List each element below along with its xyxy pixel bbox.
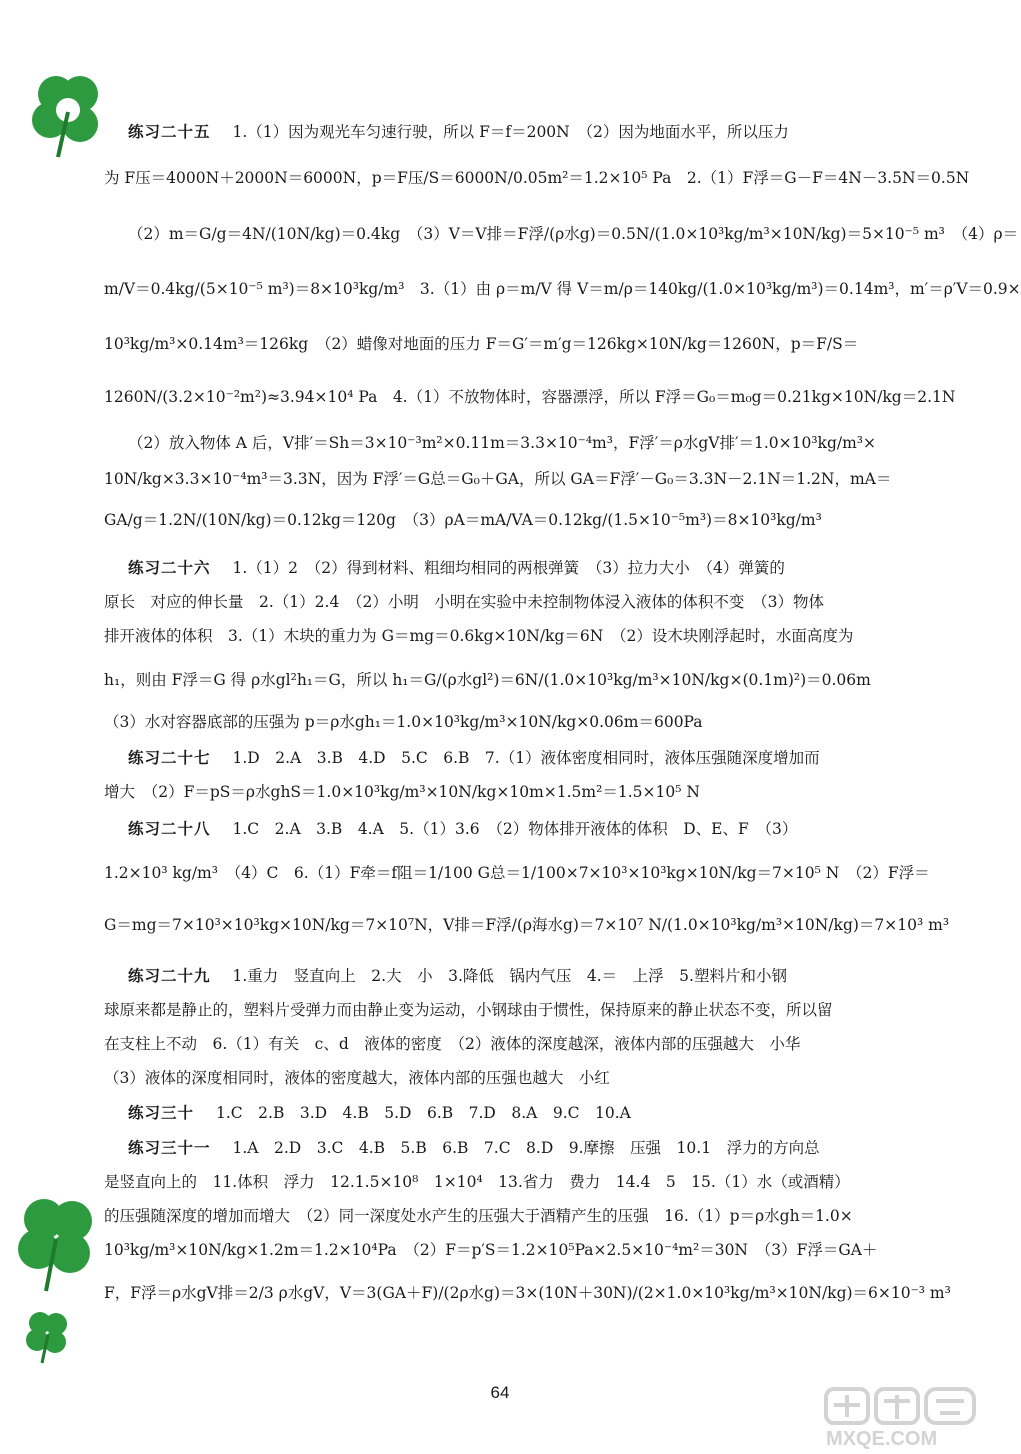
line-text: 10³kg/m³×10N/kg×1.2m＝1.2×10⁴Pa （2）F＝p′S＝1.2×10⁵Pa×2.5×10⁻⁴m²＝30N （3）F浮＝GA＋	[104, 1241, 878, 1259]
clover-top-icon	[18, 62, 118, 162]
answer-line	[104, 1067, 926, 1089]
line-text: （2）m＝G/g＝4N/(10N/kg)＝0.4kg （3）V＝V排＝F浮/(ρ水g)＝0.5N/(1.0×10³kg/m³×10N/kg)＝5×10⁻⁵ m³ （4）ρ＝	[128, 225, 1019, 243]
answer-line	[104, 781, 926, 803]
answer-line	[104, 591, 926, 613]
section-title: 练习三十一	[128, 1138, 211, 1157]
line-text: 1260N/(3.2×10⁻²m²)≈3.94×10⁴ Pa 4.（1）不放物体时，容器漂浮，所以 F浮＝G₀＝m₀g＝0.21kg×10N/kg＝2.1N	[104, 388, 956, 406]
line-text: 1.（1）因为观光车匀速行驶，所以 F＝f＝200N （2）因为地面水平，所以压力	[232, 123, 789, 141]
line-text: 1.重力 竖直向上 2.大 小 3.降低 锅内气压 4.＝ 上浮 5.塑料片和小钢	[232, 967, 787, 985]
section-title: 练习二十五	[128, 122, 211, 141]
line-text: 球原来都是静止的，塑料片受弹力而由静止变为运动，小钢球由于惯性，保持原来的静止状态不变，所以留	[104, 1001, 833, 1019]
line-text: 1.D 2.A 3.B 4.D 5.C 6.B 7.（1）液体密度相同时，液体压强随深度增加而	[232, 749, 820, 767]
section-title: 练习三十	[128, 1103, 195, 1122]
line-text: 在支柱上不动 6.（1）有关 c、d 液体的密度 （2）液体的深度越深，液体内部的压强越大 小华	[104, 1035, 801, 1053]
answer-line	[128, 818, 926, 840]
answer-line	[104, 167, 970, 189]
section-title: 练习二十七	[128, 748, 211, 767]
answer-line	[104, 1239, 926, 1261]
section-title: 练习二十八	[128, 819, 211, 838]
line-text: （2）放入物体 A 后，V排′＝Sh＝3×10⁻³m²×0.11m＝3.3×10⁻⁴m³，F浮′＝ρ水gV排′＝1.0×10³kg/m³×	[128, 434, 876, 452]
answer-line	[104, 1282, 951, 1304]
answer-line	[104, 1171, 926, 1193]
answer-line	[104, 509, 926, 531]
answer-line	[104, 278, 1021, 300]
line-text: 原长 对应的伸长量 2.（1）2.4 （2）小明 小明在实验中未控制物体浸入液体的体积不变 （3）物体	[104, 593, 825, 611]
answer-line	[128, 1137, 926, 1159]
answer-line	[128, 747, 926, 769]
answer-line	[104, 669, 926, 691]
clover-bottom-icon	[2, 1185, 112, 1295]
answer-line	[104, 625, 926, 647]
line-text: （3）水对容器底部的压强为 p＝ρ水gh₁＝1.0×10³kg/m³×10N/kg×0.06m＝600Pa	[104, 713, 703, 731]
answer-line	[128, 432, 926, 454]
answer-line	[104, 1033, 926, 1055]
answer-line	[104, 914, 950, 936]
section-title: 练习二十九	[128, 966, 211, 985]
line-text: G＝mg＝7×10³×10³kg×10N/kg＝7×10⁷N，V排＝F浮/(ρ海水g)＝7×10⁷ N/(1.0×10³kg/m³×10N/kg)＝7×10³ m³	[104, 916, 950, 934]
line-text: h₁，则由 F浮＝G 得 ρ水gl²h₁＝G，所以 h₁＝G/(ρ水gl²)＝6N/(1.0×10³kg/m³×10N/kg×(0.1m)²)＝0.06m	[104, 671, 871, 689]
line-text: 的压强随深度的增加而增大 （2）同一深度处水产生的压强大于酒精产生的压强 16.（1）p＝ρ水gh＝1.0×	[104, 1207, 853, 1225]
line-text: 增大 （2）F＝pS＝ρ水ghS＝1.0×10³kg/m³×10N/kg×10m×1.5m²＝1.5×10⁵ N	[104, 783, 700, 801]
answer-line	[128, 1102, 926, 1124]
answer-line	[104, 862, 930, 884]
line-text: 为 F压＝4000N＋2000N＝6000N，p＝F压/S＝6000N/0.05m²＝1.2×10⁵ Pa 2.（1）F浮＝G－F＝4N－3.5N＝0.5N	[104, 169, 970, 187]
answer-line	[104, 386, 956, 408]
clover-small-icon	[18, 1305, 78, 1365]
answer-line	[128, 965, 926, 987]
answer-line	[104, 333, 926, 355]
answer-line	[104, 468, 926, 490]
line-text: 1.C 2.B 3.D 4.B 5.D 6.B 7.D 8.A 9.C 10.A	[216, 1104, 631, 1122]
line-text: F，F浮＝ρ水gV排＝2/3 ρ水gV，V＝3(GA＋F)/(2ρ水g)＝3×(10N＋30N)/(2×1.0×10³kg/m³×10N/kg)＝6×10⁻³ m³	[104, 1284, 951, 1302]
answer-line	[128, 223, 1019, 245]
svg-text:MXQE.COM: MXQE.COM	[826, 1428, 938, 1450]
answer-line	[104, 1205, 926, 1227]
answer-line	[128, 557, 926, 579]
answer-line	[104, 999, 926, 1021]
answer-line	[104, 711, 926, 733]
watermark-logo-icon	[820, 1385, 995, 1450]
page-number: 64	[490, 1383, 510, 1402]
line-text: 1.2×10³ kg/m³ （4）C 6.（1）F牵＝f阻＝1/100 G总＝1/100×7×10³×10³kg×10N/kg＝7×10⁵ N （2）F浮＝	[104, 864, 930, 882]
line-text: 1.A 2.D 3.C 4.B 5.B 6.B 7.C 8.D 9.摩擦 压强 10.1 浮力的方向总	[232, 1139, 820, 1157]
line-text: 10³kg/m³×0.14m³＝126kg （2）蜡像对地面的压力 F＝G′＝m′g＝126kg×10N/kg＝1260N，p＝F/S＝	[104, 335, 859, 353]
line-text: 是竖直向上的 11.体积 浮力 12.1.5×10⁸ 1×10⁴ 13.省力 费力 14.4 5 15.（1）水（或酒精）	[104, 1173, 850, 1191]
line-text: 排开液体的体积 3.（1）木块的重力为 G＝mg＝0.6kg×10N/kg＝6N （2）设木块刚浮起时，水面高度为	[104, 627, 854, 645]
section-title: 练习二十六	[128, 558, 211, 577]
line-text: m/V＝0.4kg/(5×10⁻⁵ m³)＝8×10³kg/m³ 3.（1）由 ρ＝m/V 得 V＝m/ρ＝140kg/(1.0×10³kg/m³)＝0.14m³，m′＝ρ′V＝0.9×	[104, 280, 1021, 298]
line-text: GA/g＝1.2N/(10N/kg)＝0.12kg＝120g （3）ρA＝mA/VA＝0.12kg/(1.5×10⁻⁵m³)＝8×10³kg/m³	[104, 511, 822, 529]
line-text: 1.C 2.A 3.B 4.A 5.（1）3.6 （2）物体排开液体的体积 D、E、F （3）	[232, 820, 798, 838]
line-text: 1.（1）2 （2）得到材料、粗细均相同的两根弹簧 （3）拉力大小 （4）弹簧的	[232, 559, 785, 577]
line-text: （3）液体的深度相同时，液体的密度越大，液体内部的压强也越大 小红	[104, 1069, 610, 1087]
line-text: 10N/kg×3.3×10⁻⁴m³＝3.3N，因为 F浮′＝G总＝G₀＋GA，所以 GA＝F浮′－G₀＝3.3N－2.1N＝1.2N，mA＝	[104, 470, 892, 488]
answer-line	[128, 121, 926, 143]
